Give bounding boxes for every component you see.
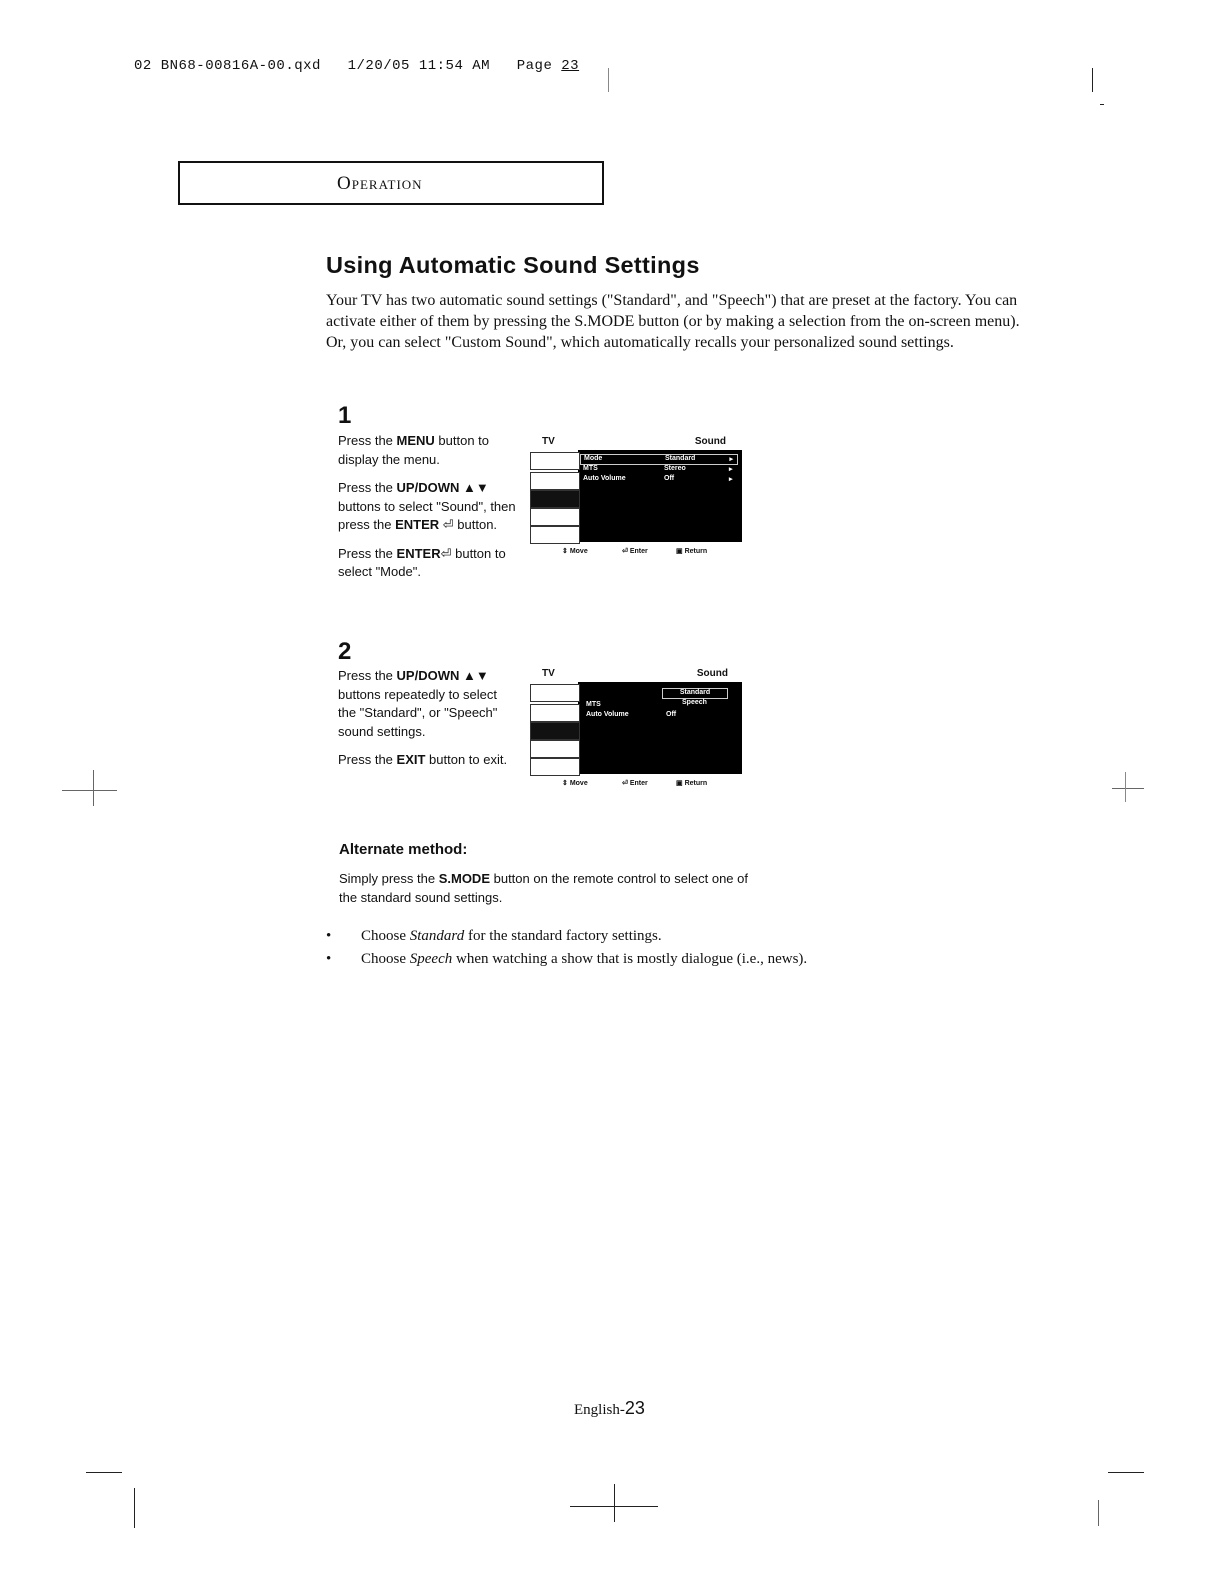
section-label: Operation bbox=[337, 173, 423, 194]
slug-page: 23 bbox=[561, 58, 580, 74]
input-menu-icon bbox=[530, 758, 580, 776]
osd-sound-label: Sound bbox=[694, 436, 726, 447]
option-speech: Speech bbox=[682, 699, 707, 706]
registration-mark bbox=[614, 1484, 615, 1522]
intro-paragraph: Your TV has two automatic sound settings ("Standard", and "Speech") that are preset at the factory. You can activate either of them by pressing the S.MODE button (or by making a selection from the on-screen menu). Or, you can select "Custom Sound", which automatically recalls your personalized sound settings. bbox=[326, 292, 1020, 351]
list-item: • Choose Speech when watching a show that is mostly dialogue (i.e., news). bbox=[326, 951, 808, 967]
registration-mark bbox=[608, 68, 609, 92]
enter-icon: ⏎ bbox=[439, 517, 454, 532]
picture-menu-icon bbox=[530, 452, 580, 470]
osd-screen-2 bbox=[526, 668, 744, 792]
osd-footer-enter: ⏎ Enter bbox=[622, 548, 648, 555]
osd-tv-label: TV bbox=[542, 668, 555, 679]
osd-sound-label: Sound bbox=[696, 668, 728, 679]
picture-menu-icon bbox=[530, 684, 580, 702]
input-menu-icon bbox=[530, 526, 580, 544]
bullet-list bbox=[326, 925, 807, 971]
list-item: • Choose Standard for the standard factory settings. bbox=[326, 928, 662, 944]
enter-icon: ⏎ bbox=[440, 545, 452, 561]
registration-mark bbox=[1112, 788, 1144, 789]
crop-mark bbox=[1108, 1472, 1144, 1473]
crop-mark bbox=[1098, 1500, 1099, 1526]
channel-menu-icon bbox=[530, 472, 580, 490]
channel-menu-icon bbox=[530, 704, 580, 722]
setup-menu-icon bbox=[530, 508, 580, 526]
option-standard: Standard bbox=[662, 688, 728, 699]
print-slug bbox=[134, 58, 579, 74]
sound-menu-icon bbox=[530, 490, 580, 508]
registration-mark bbox=[62, 790, 117, 791]
registration-mark bbox=[93, 770, 94, 806]
step-1-number: 1 bbox=[338, 402, 352, 429]
crop-mark bbox=[134, 1488, 135, 1528]
alternate-method-body: Simply press the S.MODE button on the remote control to select one of the standard sound settings. bbox=[339, 871, 748, 905]
step-2-instructions: Press the UP/DOWN ▲▼ buttons repeatedly to select the "Standard", or "Speech" sound settings. Press the EXIT button to exit. bbox=[338, 668, 508, 767]
crop-mark bbox=[1092, 68, 1093, 92]
osd-footer-enter: ⏎ Enter bbox=[622, 780, 648, 787]
osd-panel: Mode Standard ▸ MTS Stereo ▸ Auto Volume Off ▸ bbox=[578, 450, 742, 542]
registration-mark bbox=[1125, 772, 1126, 802]
slug-text: 02 BN68-00816A-00.qxd 1/20/05 11:54 AM Page bbox=[134, 58, 562, 74]
step-2-number: 2 bbox=[338, 638, 352, 665]
sound-menu-icon bbox=[530, 722, 580, 740]
osd-screen-1 bbox=[526, 434, 742, 558]
osd-footer-move: ⇕ Move bbox=[562, 548, 588, 555]
alternate-method-heading: Alternate method: bbox=[339, 841, 468, 858]
step-1-instructions: Press the MENU button to display the menu. Press the UP/DOWN ▲▼ buttons to select "Sound", then press the ENTER ⏎ button. Press the ENTER⏎ button to select "Mode". bbox=[338, 433, 516, 579]
page-folio: English-23 bbox=[574, 1398, 645, 1418]
setup-menu-icon bbox=[530, 740, 580, 758]
osd-tv-label: TV bbox=[542, 436, 555, 447]
osd-footer-return: ▣ Return bbox=[676, 780, 708, 787]
crop-mark bbox=[1100, 104, 1104, 105]
osd-footer-return: ▣ Return bbox=[676, 548, 708, 555]
osd-footer-move: ⇕ Move bbox=[562, 780, 588, 787]
page-title: Using Automatic Sound Settings bbox=[326, 252, 700, 278]
crop-mark bbox=[86, 1472, 122, 1473]
osd-panel: MTS Auto Volume Off Standard Speech bbox=[578, 682, 742, 774]
